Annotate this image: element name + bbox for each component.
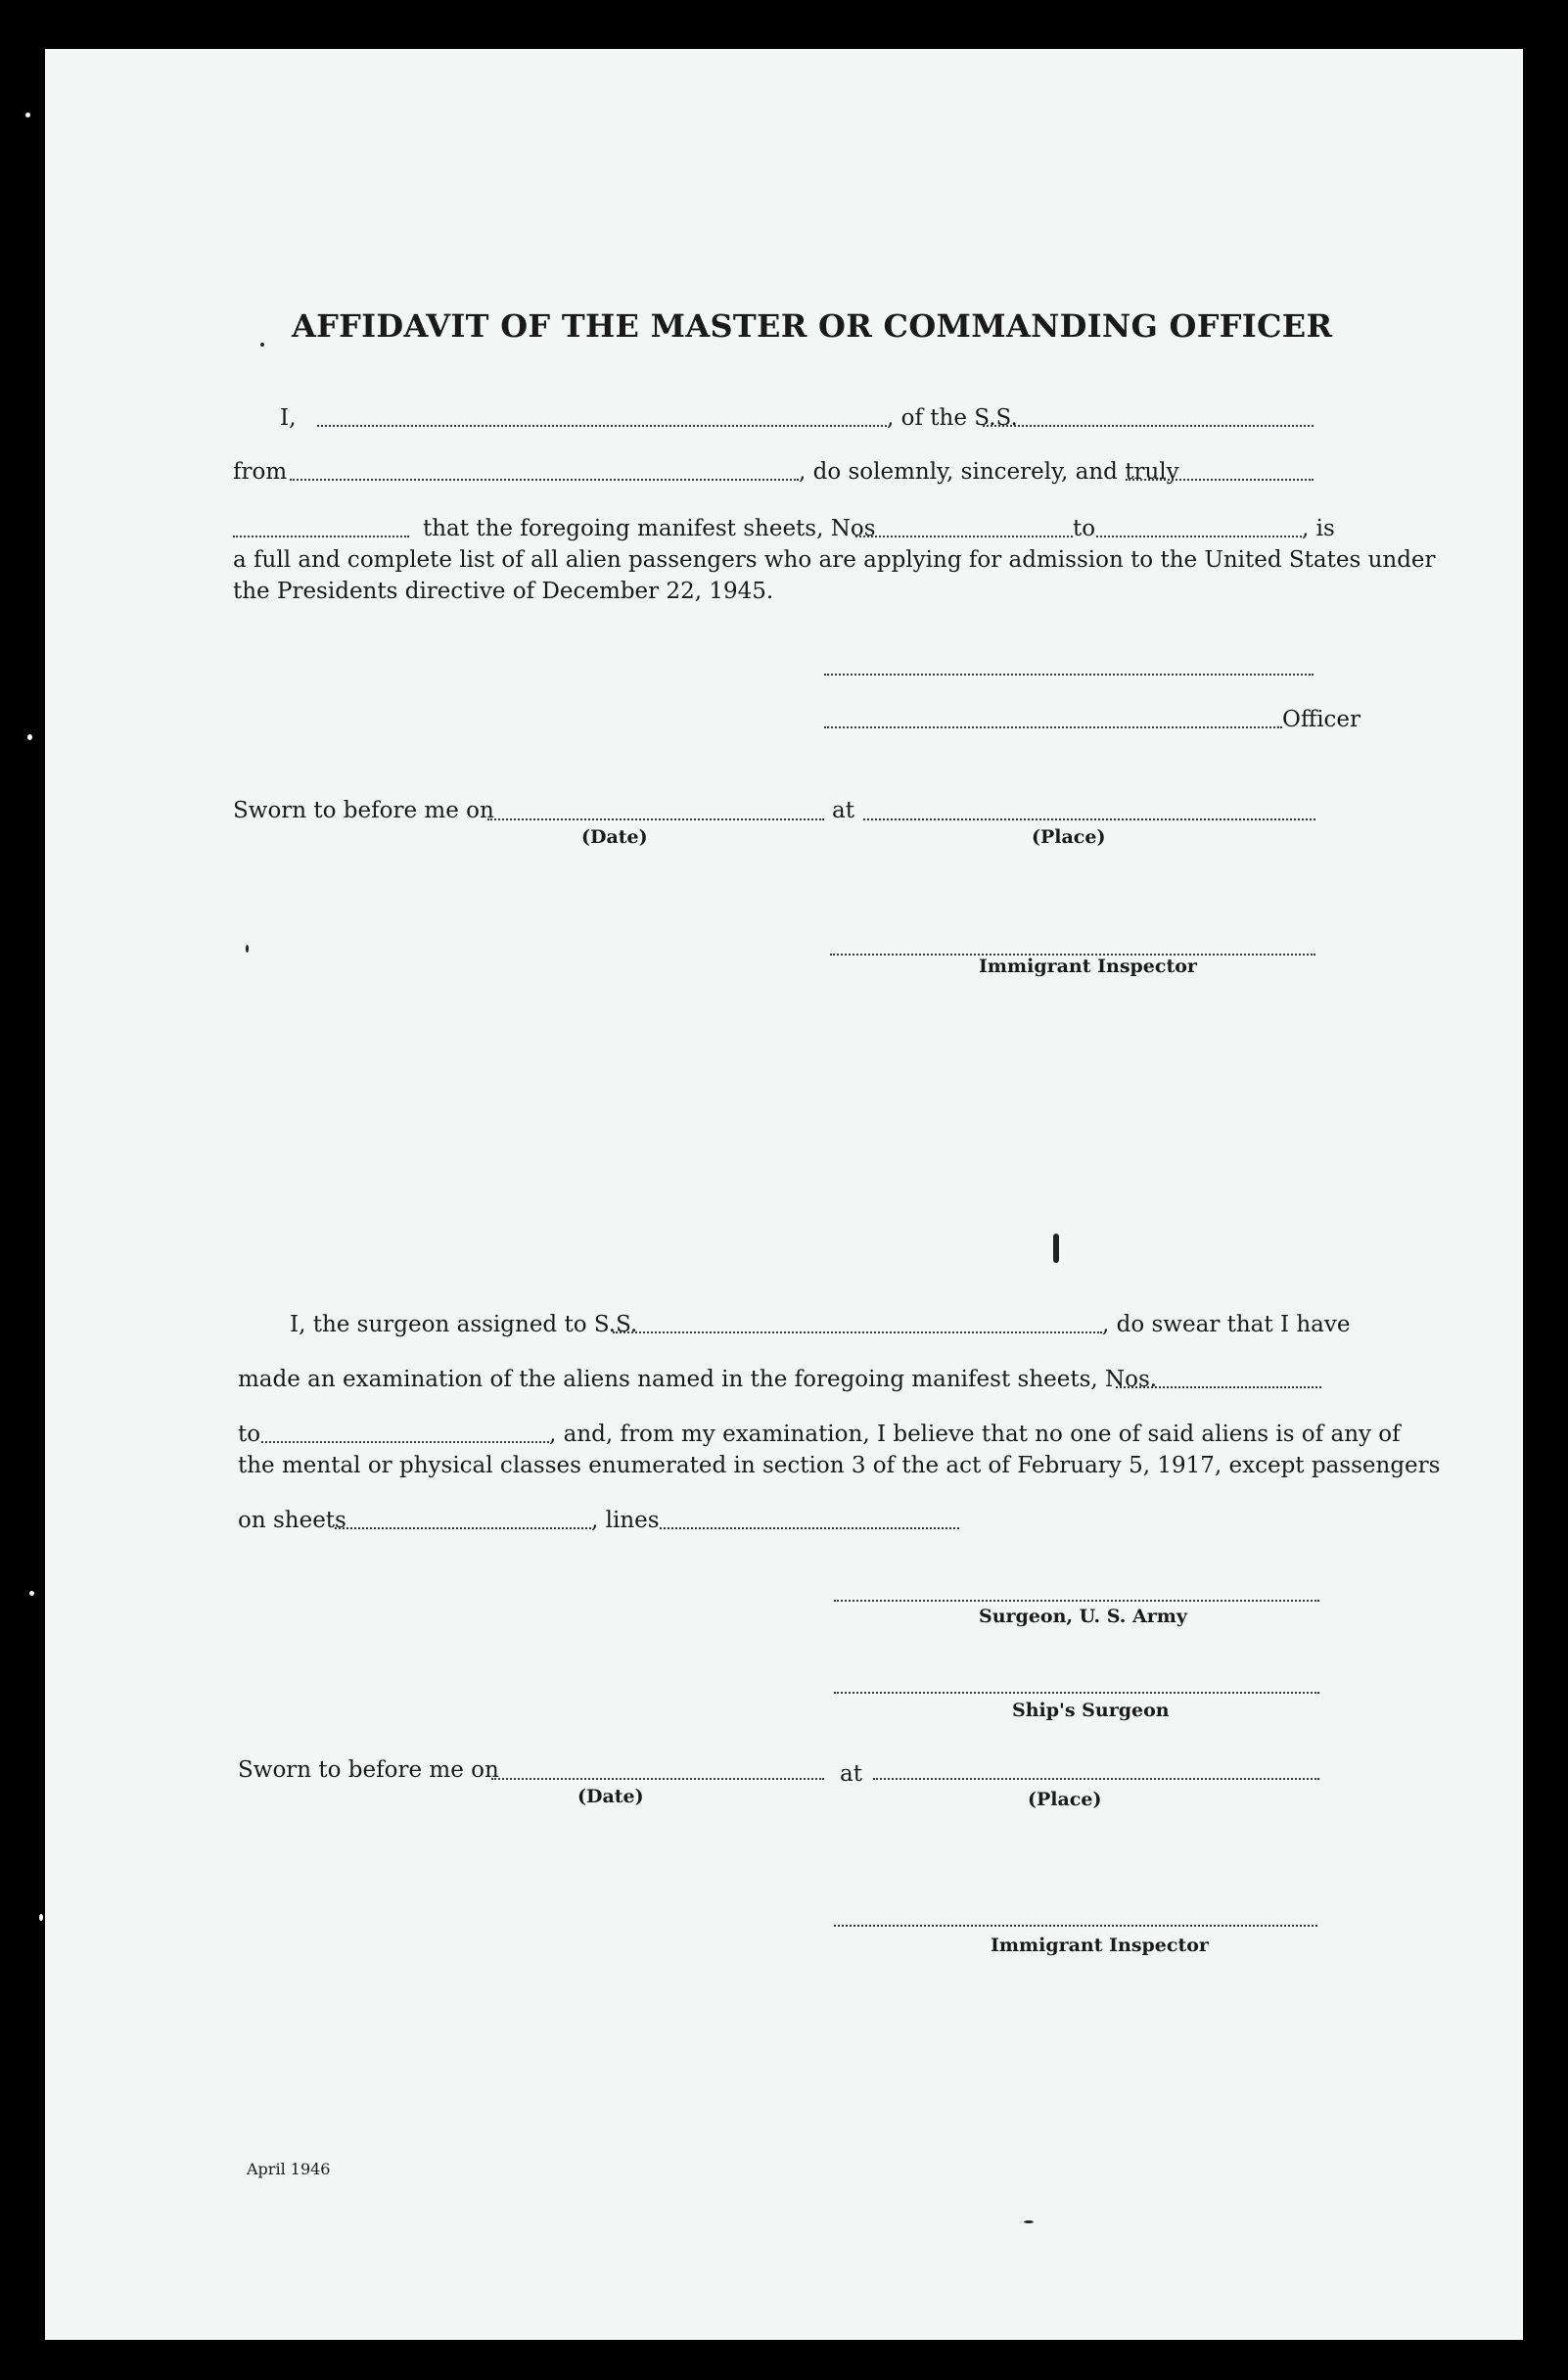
surgeon-at-label: at xyxy=(840,1761,862,1787)
master-signature-field[interactable] xyxy=(824,674,1314,676)
film-speck xyxy=(29,1591,34,1596)
master-from-field[interactable] xyxy=(290,479,799,481)
surgeon-on-sheets-label: on sheets xyxy=(238,1508,346,1533)
master-from-label: from xyxy=(233,459,288,485)
master-is-label: , is xyxy=(1302,516,1335,541)
master-of-ss-label: , of the S.S. xyxy=(887,405,1018,431)
surgeon-belief-text: , and, from my examination, I believe that no one of said aliens is of any of xyxy=(549,1422,1401,1447)
ink-speck xyxy=(260,343,264,347)
surgeon-inspector-caption: Immigrant Inspector xyxy=(991,1935,1209,1956)
surgeon-inspector-signature-field[interactable] xyxy=(834,1925,1317,1927)
master-sworn-text: Sworn to before me on xyxy=(233,798,494,823)
surgeon-sworn-place-field[interactable] xyxy=(873,1778,1319,1780)
master-statement-line: a full and complete list of all alien passengers who are applying for admission to the United States under xyxy=(233,547,1436,573)
surgeon-date-caption: (Date) xyxy=(577,1786,644,1807)
master-statement-line: the Presidents directive of December 22, 1945. xyxy=(233,579,774,604)
ship-surgeon-caption: Ship's Surgeon xyxy=(1012,1700,1170,1721)
surgeon-sheets-from-field[interactable] xyxy=(1116,1386,1321,1388)
officer-label: Officer xyxy=(1282,707,1361,732)
master-oath-text: , do solemnly, sincerely, and truly xyxy=(799,459,1179,485)
surgeon-ship-field[interactable] xyxy=(613,1331,1102,1333)
surgeon-exception-lines-field[interactable] xyxy=(660,1527,959,1529)
master-oath-cont-field[interactable] xyxy=(233,536,409,537)
master-at-label: at xyxy=(832,798,854,823)
surgeon-classes-text: the mental or physical classes enumerated in section 3 of the act of February 5, 1917, except passengers xyxy=(238,1453,1441,1478)
master-to-label: to xyxy=(1073,516,1096,541)
form-date-footer: April 1946 xyxy=(247,2160,331,2178)
surgeon-assigned-text: I, the surgeon assigned to S.S. xyxy=(290,1312,638,1337)
master-sheets-from-field[interactable] xyxy=(855,536,1073,537)
master-sworn-place-field[interactable] xyxy=(863,818,1315,820)
master-i-label: I, xyxy=(280,405,297,431)
master-ship-field[interactable] xyxy=(983,425,1314,427)
surgeon-exception-sheets-field[interactable] xyxy=(335,1527,591,1529)
master-foregoing-text: that the foregoing manifest sheets, Nos xyxy=(423,516,876,541)
master-sheets-to-field[interactable] xyxy=(1096,536,1302,537)
surgeon-place-caption: (Place) xyxy=(1028,1789,1102,1810)
master-name-field[interactable] xyxy=(317,425,887,427)
army-surgeon-signature-field[interactable] xyxy=(834,1600,1319,1602)
ship-surgeon-signature-field[interactable] xyxy=(834,1692,1319,1694)
master-date-caption: (Date) xyxy=(581,826,648,848)
ink-speck xyxy=(1024,2220,1034,2223)
film-speck xyxy=(25,113,30,117)
officer-signature-field[interactable] xyxy=(824,726,1282,728)
surgeon-sworn-text: Sworn to before me on xyxy=(238,1757,499,1783)
surgeon-lines-label: , lines xyxy=(591,1508,660,1533)
surgeon-to-label: to xyxy=(238,1422,261,1447)
master-inspector-caption: Immigrant Inspector xyxy=(979,956,1197,977)
surgeon-sworn-date-field[interactable] xyxy=(491,1778,824,1780)
film-speck xyxy=(39,1914,43,1921)
surgeon-swear-text: , do swear that I have xyxy=(1102,1312,1351,1337)
master-oath-field[interactable] xyxy=(1126,479,1314,481)
surgeon-examination-text: made an examination of the aliens named in the foregoing manifest sheets, Nos. xyxy=(238,1367,1158,1392)
ink-blot xyxy=(1053,1234,1059,1263)
film-speck xyxy=(27,734,32,740)
master-sworn-date-field[interactable] xyxy=(487,818,824,820)
affidavit-page xyxy=(45,49,1523,2340)
ink-speck xyxy=(246,945,249,953)
master-place-caption: (Place) xyxy=(1032,826,1106,848)
army-surgeon-caption: Surgeon, U. S. Army xyxy=(979,1606,1187,1627)
surgeon-sheets-to-field[interactable] xyxy=(261,1441,549,1443)
document-title: AFFIDAVIT OF THE MASTER OR COMMANDING OFFICER xyxy=(292,307,1333,345)
